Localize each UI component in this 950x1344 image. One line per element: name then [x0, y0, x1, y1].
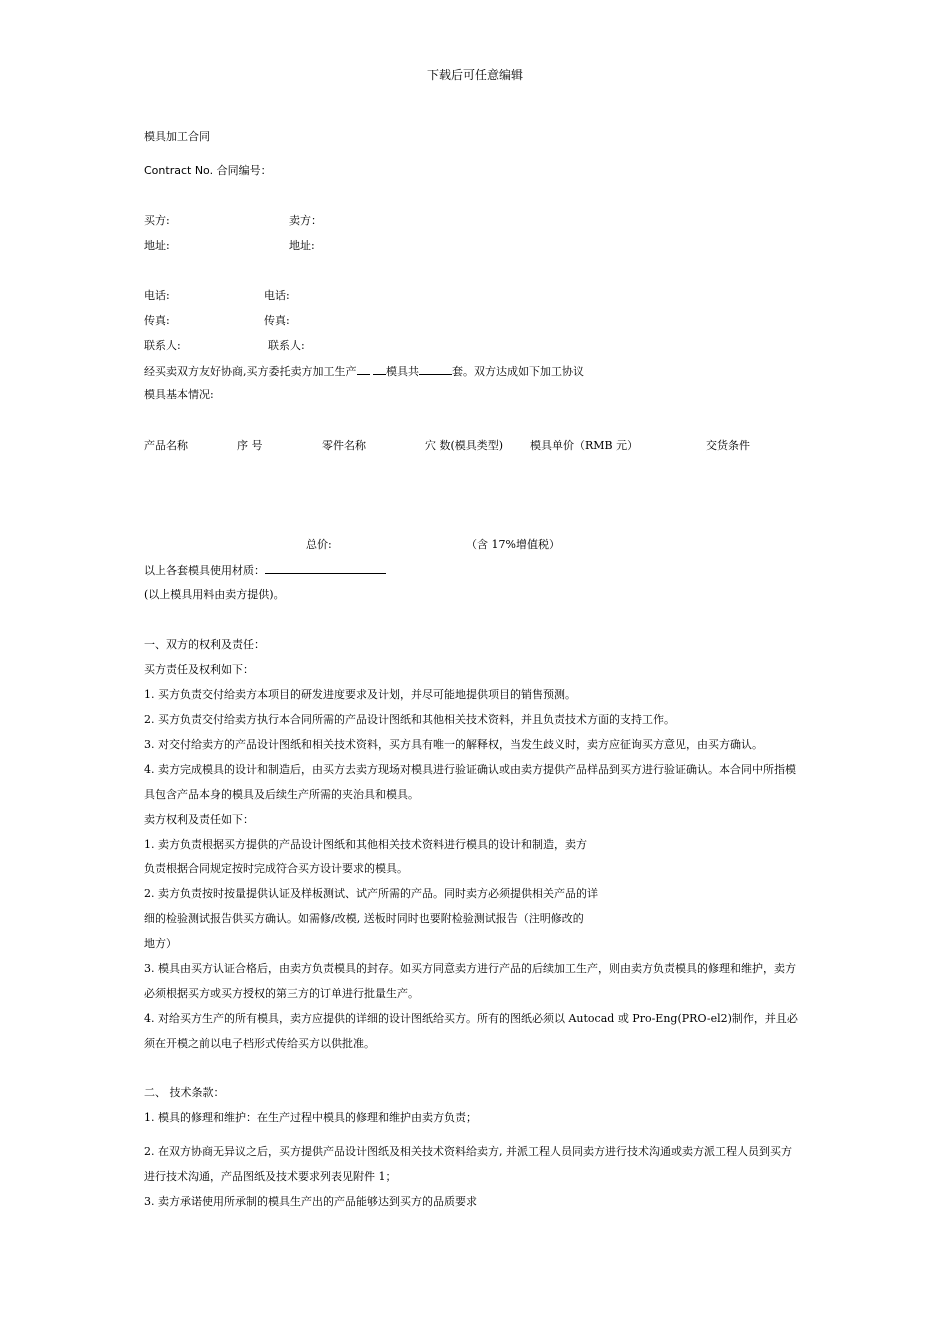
seller-item-2-cont: 细的检验测试报告供买方确认。如需修/改模, 送板时同时也要附检验测试报告（注明修改的: [144, 912, 584, 925]
tech-item-3: 3. 卖方承诺使用所承制的模具生产出的产品能够达到买方的品质要求: [144, 1195, 477, 1208]
blank-sets: [419, 364, 452, 375]
seller-fax-label: 传真:: [264, 314, 290, 327]
seller-item-4: 4. 对给买方生产的所有模具，卖方应提供的详细的设计图纸给买方。所有的图纸必须以 Autocad 或 Pro-Eng(PRO-el2)制作，并且必: [144, 1012, 798, 1025]
seller-item-1: 1. 卖方负责根据买方提供的产品设计图纸和其他相关技术资料进行模具的设计和制造，卖方: [144, 838, 587, 851]
th-cavities: 穴 数(模具类型): [425, 439, 504, 452]
buyer-item-3: 3. 对交付给卖方的产品设计图纸和相关技术资料，买方具有唯一的解释权，当发生歧义时，卖方应征询买方意见，由买方确认。: [144, 738, 763, 751]
buyer-item-4-cont: 具包含产品本身的模具及后续生产所需的夹治具和模具。: [144, 788, 419, 801]
blank-product: [357, 364, 370, 375]
intro-part2: 模具共: [386, 365, 419, 378]
th-serial-no: 序 号: [237, 439, 263, 452]
page-header: 下载后可任意编辑: [426, 68, 523, 82]
buyer-item-4: 4. 卖方完成模具的设计和制造后，由买方去卖方现场对模具进行验证确认或由卖方提供产品样品到买方进行验证确认。本合同中所指模: [144, 763, 796, 776]
buyer-label: 买方:: [144, 214, 170, 227]
buyer-address-label: 地址:: [144, 239, 170, 252]
blank-product-2: [373, 364, 386, 375]
th-product-name: 产品名称: [144, 439, 188, 452]
seller-item-3: 3. 模具由买方认证合格后，由卖方负责模具的封存。如买方同意卖方进行产品的后续加工生产，则由卖方负责模具的修理和维护，卖方: [144, 962, 796, 975]
intro-part1: 经买卖双方友好协商,买方委托卖方加工生产: [144, 365, 357, 378]
intro-paragraph: [144, 364, 584, 379]
buyer-fax-label: 传真:: [144, 314, 170, 327]
section2-title: 二、 技术条款：: [144, 1086, 225, 1099]
seller-item-3-cont: 必须根据买方或买方授权的第三方的订单进行批量生产。: [144, 987, 419, 1000]
seller-address-label: 地址:: [289, 239, 315, 252]
contract-number: [144, 164, 272, 178]
contract-number-cn: 合同编号：: [213, 164, 272, 177]
material-note: (以上模具用料由卖方提供)。: [144, 588, 285, 601]
tech-item-2: 2. 在双方协商无异议之后，买方提供产品设计图纸及相关技术资料给卖方, 并派工程人员同卖方进行技术沟通或卖方派工程人员到买方: [144, 1145, 792, 1158]
intro-part3: 套。双方达成如下加工协议: [452, 365, 584, 378]
seller-item-2-cont-2: 地方）: [144, 937, 177, 950]
seller-section-heading: 卖方权利及责任如下：: [144, 813, 254, 826]
tech-item-2-cont: 进行技术沟通，产品图纸及技术要求列表见附件 1；: [144, 1170, 397, 1183]
buyer-item-2: 2. 买方负责交付给卖方执行本合同所需的产品设计图纸和其他相关技术资料，并且负责技术方面的支持工作。: [144, 713, 675, 726]
basic-info-heading: 模具基本情况:: [144, 388, 214, 401]
contract-title: 模具加工合同: [144, 130, 210, 143]
blank-material: [265, 563, 386, 574]
buyer-item-1: 1. 买方负责交付给卖方本项目的研发进度要求及计划，并尽可能地提供项目的销售预测。: [144, 688, 576, 701]
tech-item-1: 1. 模具的修理和维护：在生产过程中模具的修理和维护由卖方负责；: [144, 1111, 477, 1124]
material-line: [144, 563, 386, 578]
material-label: 以上各套模具使用材质：: [144, 564, 265, 577]
tax-note: （含 17%增值税）: [466, 538, 560, 551]
seller-label: 卖方：: [289, 214, 322, 227]
contract-number-en: Contract No.: [144, 164, 214, 177]
seller-contact-label: 联系人:: [268, 339, 305, 352]
seller-tel-label: 电话:: [264, 289, 290, 302]
th-part-name: 零件名称: [322, 439, 366, 452]
seller-item-4-cont: 须在开模之前以电子档形式传给买方以供批准。: [144, 1037, 375, 1050]
buyer-section-heading: 买方责任及权利如下：: [144, 663, 254, 676]
total-price-label: 总价:: [306, 538, 332, 551]
buyer-contact-label: 联系人:: [144, 339, 181, 352]
th-delivery-terms: 交货条件: [706, 439, 750, 452]
seller-item-1-cont: 负责根据合同规定按时完成符合买方设计要求的模具。: [144, 862, 408, 875]
section1-title: 一、双方的权利及责任：: [144, 638, 265, 651]
th-unit-price: 模具单价（RMB 元）: [530, 439, 639, 452]
seller-item-2: 2. 卖方负责按时按量提供认证及样板测试、试产所需的产品。同时卖方必须提供相关产品的详: [144, 887, 598, 900]
buyer-tel-label: 电话:: [144, 289, 170, 302]
